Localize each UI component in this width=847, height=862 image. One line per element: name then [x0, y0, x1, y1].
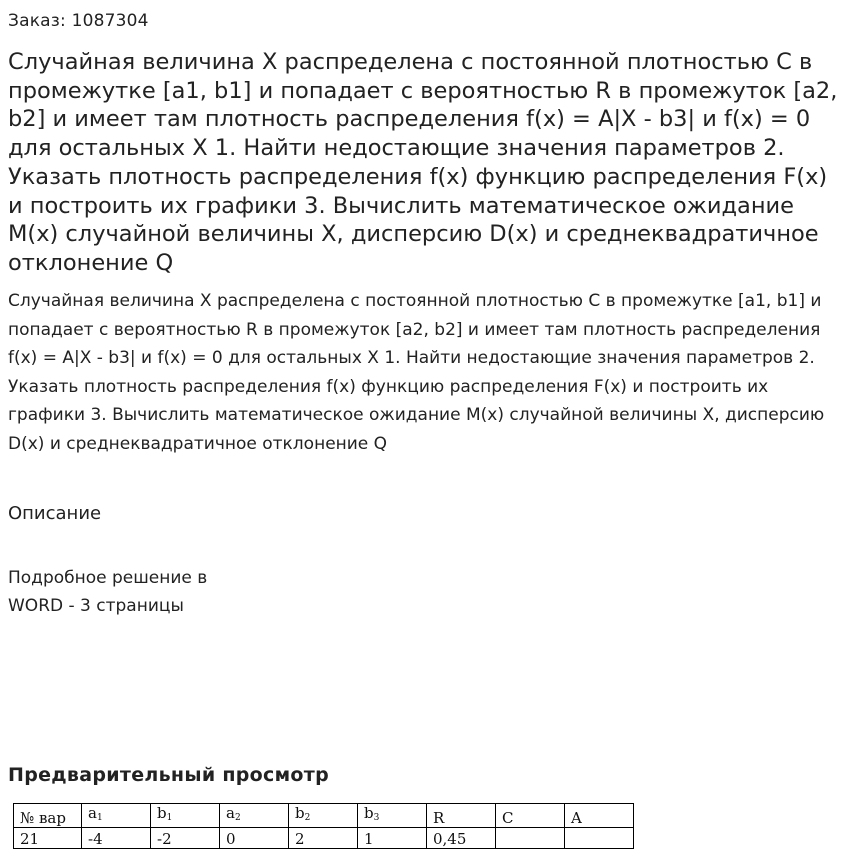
header-text: b [157, 804, 167, 822]
page-title: Случайная величина X распределена с постоянной плотностью C в промежутке [a1, b1] и попадает с вероятностью R в промежуток [a2, b2] и имеет там плотность распределения f(x) = A|X - b3| и f(x) = 0 для остальных X 1. Найти недостающие значения параметров 2. Указать плотность распределения f(x) функцию распределения F(x) и построить их графики 3. Вычислить математическое ожидание M(x) случайной величины X, дисперсию D(x) и среднеквадратичное отклонение Q [8, 49, 838, 276]
table-cell: 21 [14, 828, 82, 849]
header-subscript: 2 [304, 813, 311, 823]
header-cell-variant [14, 804, 82, 828]
header-cell-c [496, 804, 565, 828]
table-header-row [14, 804, 634, 828]
preview-heading: Предварительный просмотр [8, 764, 329, 786]
header-text: a [88, 804, 97, 822]
table-cell: -2 [151, 828, 220, 849]
table-cell [496, 828, 565, 849]
header-cell-b1 [151, 804, 220, 828]
header-subscript: 1 [166, 813, 173, 823]
header-text: a [226, 804, 235, 822]
table-cell: 1 [358, 828, 427, 849]
table-cell: 0 [220, 828, 289, 849]
details-line-format: Подробное решение в [8, 568, 208, 588]
details-line-pages: WORD - 3 страницы [8, 596, 184, 616]
header-text: R [433, 809, 445, 827]
section-label-description: Описание [8, 503, 102, 524]
header-subscript: 1 [96, 813, 103, 823]
header-text: b [295, 804, 305, 822]
task-description: Случайная величина X распределена с постоянной плотностью C в промежутке [a1, b1] и попадает с вероятностью R в промежуток [a2, b2] и имеет там плотность распределения f(x) = A|X - b3| и f(x) = 0 для остальных X 1. Найти недостающие значения параметров 2. Указать плотность распределения f(x) функцию распределения F(x) и построить их графики 3. Вычислить математическое ожидание M(x) случайной величины X, дисперсию D(x) и среднеквадратичное отклонение Q [8, 291, 825, 454]
header-cell-b3 [358, 804, 427, 828]
header-cell-a [565, 804, 634, 828]
header-text: A [571, 809, 582, 827]
header-cell-a2 [220, 804, 289, 828]
order-number: Заказ: 1087304 [8, 11, 149, 31]
header-text: b [364, 804, 374, 822]
header-cell-b2 [289, 804, 358, 828]
header-subscript: 3 [373, 813, 380, 823]
table-cell: 2 [289, 828, 358, 849]
header-subscript: 2 [234, 813, 241, 823]
solution-details [8, 564, 207, 620]
table-cell: -4 [82, 828, 151, 849]
table-cell: 0,45 [427, 828, 496, 849]
header-text: № вар [20, 809, 66, 827]
table-row [14, 828, 634, 849]
parameters-table [13, 803, 634, 849]
header-cell-r [427, 804, 496, 828]
header-cell-a1 [82, 804, 151, 828]
header-text: C [502, 809, 514, 827]
table-cell [565, 828, 634, 849]
